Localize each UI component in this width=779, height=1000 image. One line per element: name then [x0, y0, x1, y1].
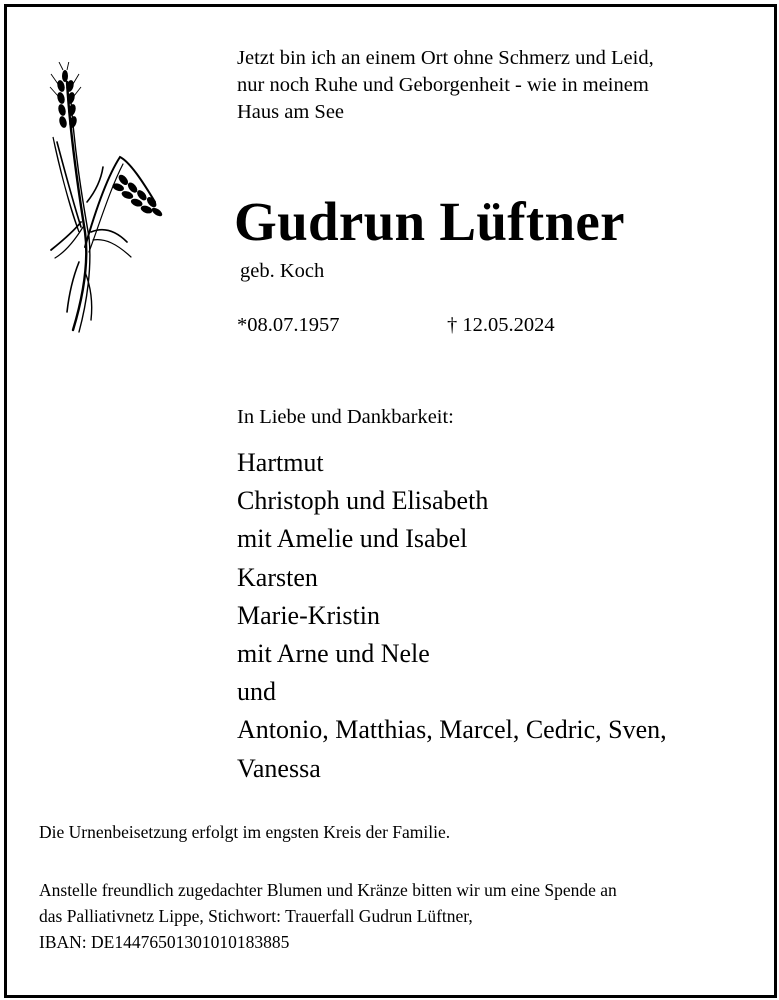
mourner-line: Vanessa: [237, 753, 321, 783]
verse-line: Jetzt bin ich an einem Ort ohne Schmerz und Leid,: [237, 47, 654, 69]
burial-notice: Die Urnenbeisetzung erfolgt im engsten Kreis der Familie.: [39, 822, 451, 842]
mourner-line: Antonio, Matthias, Marcel, Cedric, Sven,: [237, 715, 667, 745]
mourner-line: mit Amelie und Isabel: [237, 524, 468, 554]
mourner-line: mit Arne und Nele: [237, 639, 430, 669]
donation-line: Anstelle freundlich zugedachter Blumen und Kränze bitten wir um eine Spende an: [39, 880, 617, 900]
donation-notice: [39, 877, 617, 955]
birth-name: geb. Koch: [240, 260, 325, 282]
mourner-line: Christoph und Elisabeth: [237, 486, 489, 516]
mourner-line: und: [237, 677, 276, 707]
mourners-intro: In Liebe und Dankbarkeit:: [237, 406, 454, 428]
mourner-line: Hartmut: [237, 448, 324, 477]
donation-line: das Palliativnetz Lippe, Stichwort: Trauerfall Gudrun Lüftner,: [39, 906, 473, 926]
verse-line: nur noch Ruhe und Geborgenheit - wie in meinem: [237, 74, 649, 96]
iban: IBAN: DE14476501301010183885: [39, 932, 290, 952]
verse-line: Haus am See: [237, 101, 345, 123]
verse: [237, 45, 654, 126]
obituary-frame: [4, 4, 777, 998]
mourner-line: Karsten: [237, 562, 318, 592]
mourners-list: [237, 444, 667, 788]
mourner-line: Marie-Kristin: [237, 600, 380, 630]
deceased-name: Gudrun Lüftner: [234, 191, 625, 252]
birth-date: *08.07.1957: [237, 314, 340, 336]
wheat-icon: [45, 62, 195, 337]
death-date: † 12.05.2024: [447, 314, 555, 336]
